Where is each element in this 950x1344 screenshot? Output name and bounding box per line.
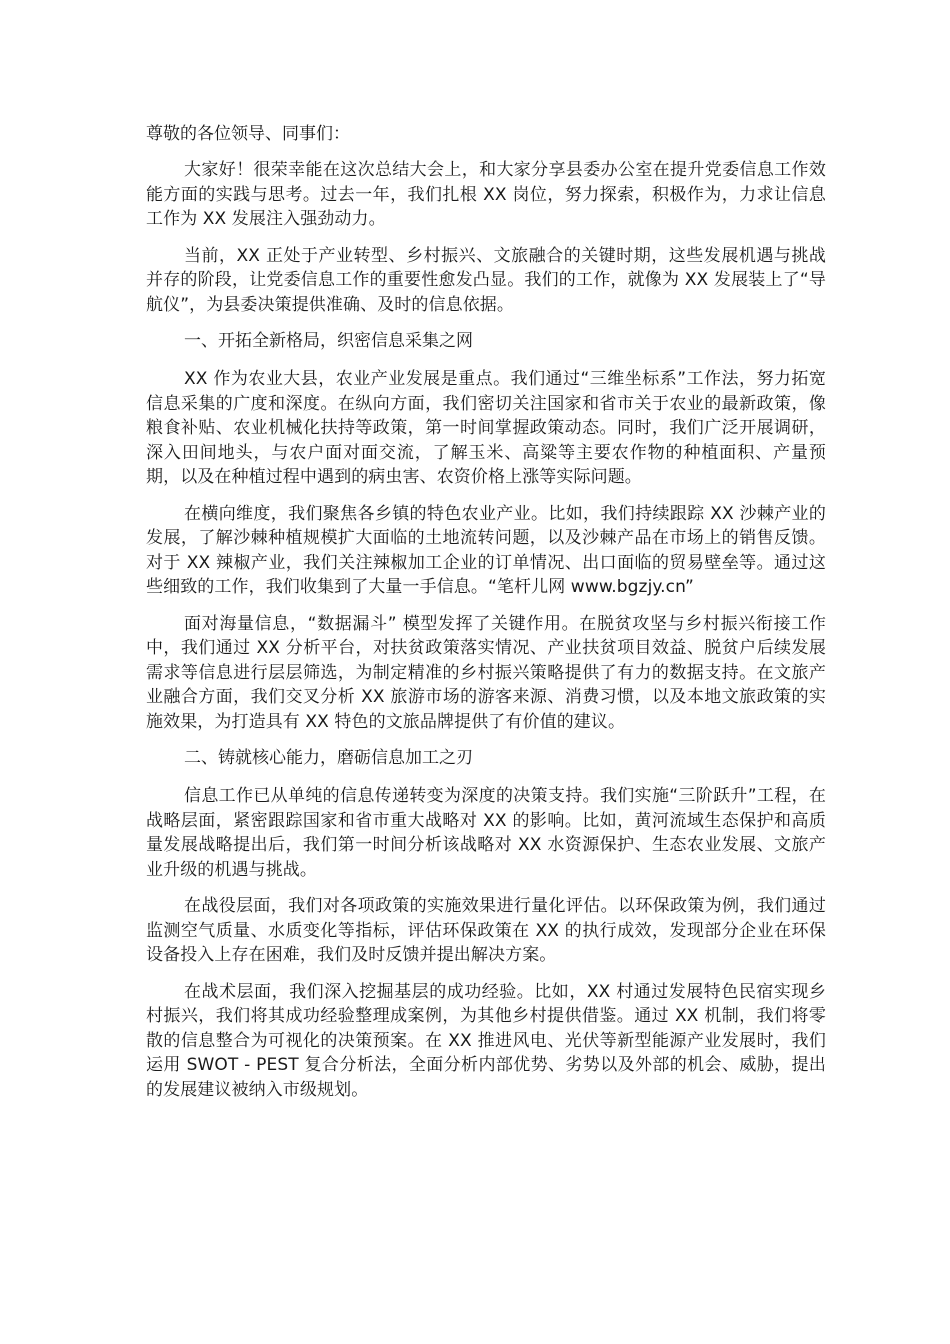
salutation: 尊敬的各位领导、同事们： [146,124,350,144]
paragraph-collection-vertical: XX 作为农业大县，农业产业发展是重点。我们通过“三维坐标系”工作法，努力拓宽信息采集的广度和深度。在纵向方面，我们密切关注国家和省市关于农业的最新政策，像粮食补贴、农业机械化扶持等政策，第一时间掌握政策动态。同时，我们广泛开展调研，深入田间地头，与农户面对面交流，了解玉米、高粱等主要农作物的种植面积、产量预期，以及在种植过程中遇到的病虫害、农资价格上涨等实际问题。 [146,369,826,487]
document-page [146,122,826,1114]
paragraph-strategic-level: 信息工作已从单纯的信息传递转变为深度的决策支持。我们实施“三阶跃升”工程，在战略层面，紧密跟踪国家和省市重大战略对 XX 的影响。比如，黄河流域生态保护和高质量发展战略提出后，我们第一时间分析该战略对 XX 水资源保护、生态农业发展、文旅产业升级的机遇与挑战。 [146,786,826,880]
section-heading-2: 二、铸就核心能力，磨砺信息加工之刃 [184,748,473,768]
paragraph-tactical-level: 在战术层面，我们深入挖掘基层的成功经验。比如，XX 村通过发展特色民宿实现乡村振兴，我们将其成功经验整理成案例，为其他乡村提供借鉴。通过 XX 机制，我们将零散的信息整合为可视化的决策预案。在 XX 推进风电、光伏等新型能源产业发展时，我们运用 SWOT - PEST 复合分析法，全面分析内部优势、劣势以及外部的机会、威胁，提出的发展建议被纳入市级规划。 [146,981,826,1100]
paragraph-data-funnel: 面对海量信息，“数据漏斗” 模型发挥了关键作用。在脱贫攻坚与乡村振兴衔接工作中，我们通过 XX 分析平台，对扶贫政策落实情况、产业扶贫项目效益、脱贫户后续发展需求等信息进行层层筛选，为制定精准的乡村振兴策略提供了有力的数据支持。在文旅产业融合方面，我们交叉分析 XX 旅游市场的游客来源、消费习惯，以及本地文旅政策的实施效果，为打造具有 XX 特色的文旅品牌提供了有价值的建议。 [146,613,826,732]
section-heading-1: 一、开拓全新格局，织密信息采集之网 [184,331,473,351]
paragraph-collection-horizontal: 在横向维度，我们聚焦各乡镇的特色农业产业。比如，我们持续跟踪 XX 沙棘产业的发展，了解沙棘种植规模扩大面临的土地流转问题，以及沙棘产品在市场上的销售反馈。对于 XX 辣椒产业，我们关注辣椒加工企业的订单情况、出口面临的贸易壁垒等。通过这些细致的工作，我们收集到了大量一手信息。“笔杆儿网 www.bgzjy.cn” [146,503,826,597]
paragraph-intro: 大家好！很荣幸能在这次总结大会上，和大家分享县委办公室在提升党委信息工作效能方面的实践与思考。过去一年，我们扎根 XX 岗位，努力探索，积极作为，力求让信息工作为 XX 发展注入强劲动力。 [146,160,826,229]
paragraph-campaign-level: 在战役层面，我们对各项政策的实施效果进行量化评估。以环保政策为例，我们通过监测空气质量、水质变化等指标，评估环保政策在 XX 的执行成效，发现部分企业在环保设备投入上存在困难，我们及时反馈并提出解决方案。 [146,896,826,965]
paragraph-context: 当前，XX 正处于产业转型、乡村振兴、文旅融合的关键时期，这些发展机遇与挑战并存的阶段，让党委信息工作的重要性愈发凸显。我们的工作，就像为 XX 发展装上了“导航仪”，为县委决策提供准确、及时的信息依据。 [146,245,826,315]
